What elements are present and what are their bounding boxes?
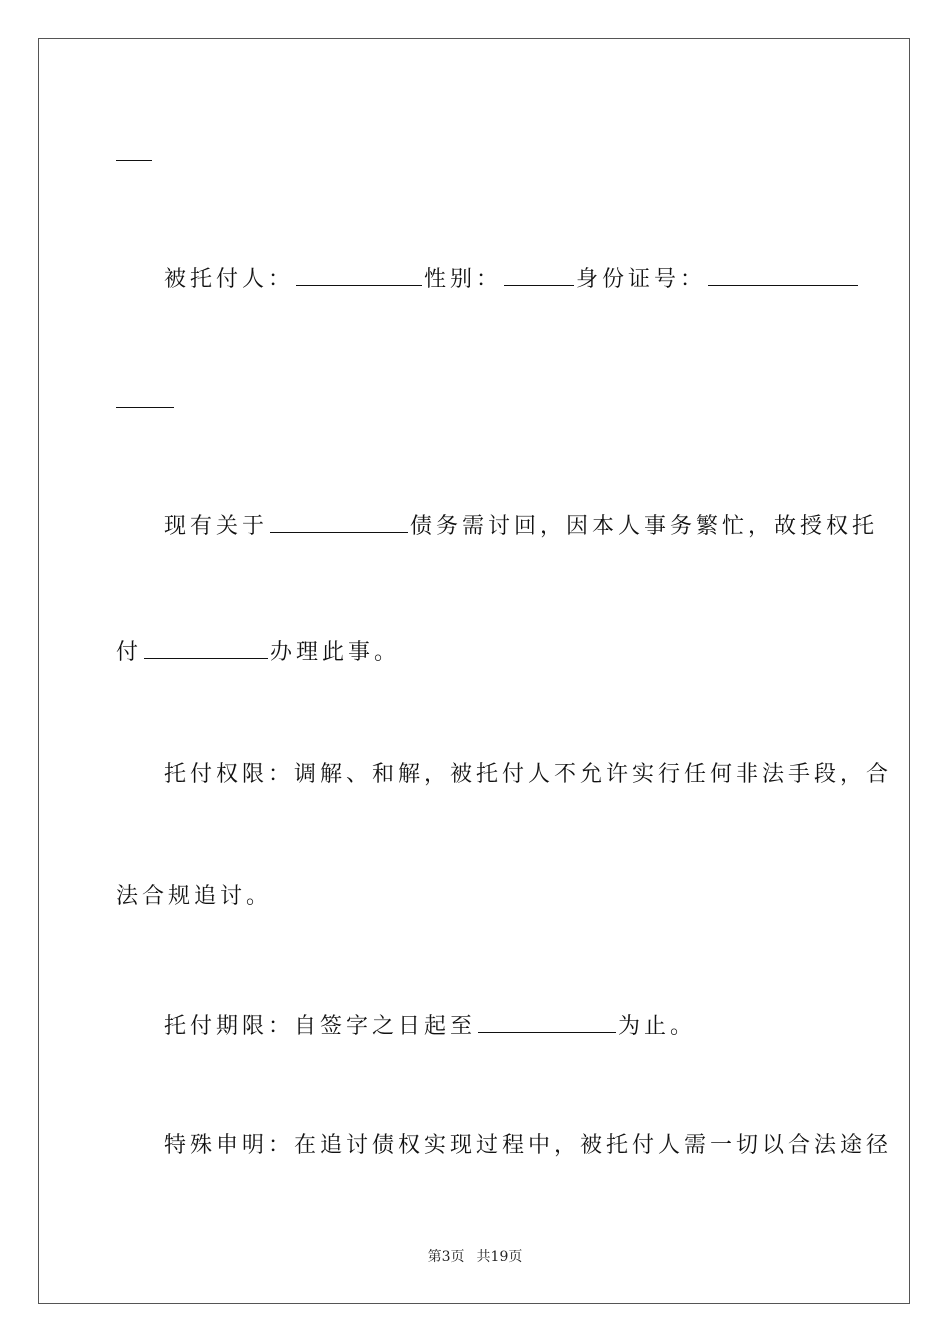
special-statement-line-1: 特殊申明：在追讨债权实现过程中，被托付人需一切以合法途径 bbox=[164, 1133, 893, 1158]
term-text-part1: 托付期限：自签字之日起至 bbox=[164, 1014, 477, 1039]
id-number-blank-continuation bbox=[116, 407, 174, 408]
debt-line2-part2: 办理此事。 bbox=[270, 640, 401, 665]
term-text-part2: 为止。 bbox=[618, 1014, 697, 1039]
page-frame bbox=[38, 38, 910, 1304]
gender-blank bbox=[504, 263, 574, 286]
trustee-info-line bbox=[164, 263, 860, 294]
trustee-name-blank bbox=[296, 263, 422, 286]
term-paragraph-line bbox=[164, 1010, 696, 1041]
trustee-label: 被托付人： bbox=[164, 267, 295, 292]
debt-paragraph-line-2 bbox=[116, 636, 400, 667]
id-number-blank bbox=[708, 263, 858, 286]
debt-paragraph-line-1 bbox=[164, 510, 878, 541]
blank-continuation-top bbox=[116, 160, 152, 161]
debt-text-part2: 债务需讨回，因本人事务繁忙，故授权托 bbox=[410, 514, 879, 539]
gender-label: 性别： bbox=[424, 267, 503, 292]
agent-name-blank bbox=[144, 636, 268, 659]
page-footer bbox=[0, 1246, 950, 1266]
debt-text-part1: 现有关于 bbox=[164, 514, 269, 539]
term-end-date-blank bbox=[478, 1010, 616, 1033]
id-number-label: 身份证号： bbox=[576, 267, 707, 292]
authority-paragraph-line-2: 法合规追讨。 bbox=[116, 884, 273, 909]
page-number: 第3页 bbox=[427, 1249, 465, 1265]
debt-subject-blank bbox=[270, 510, 408, 533]
authority-paragraph-line-1: 托付权限：调解、和解，被托付人不允许实行任何非法手段，合 bbox=[164, 762, 893, 787]
debt-line2-part1: 付 bbox=[116, 640, 143, 665]
page-total: 共19页 bbox=[476, 1249, 523, 1265]
